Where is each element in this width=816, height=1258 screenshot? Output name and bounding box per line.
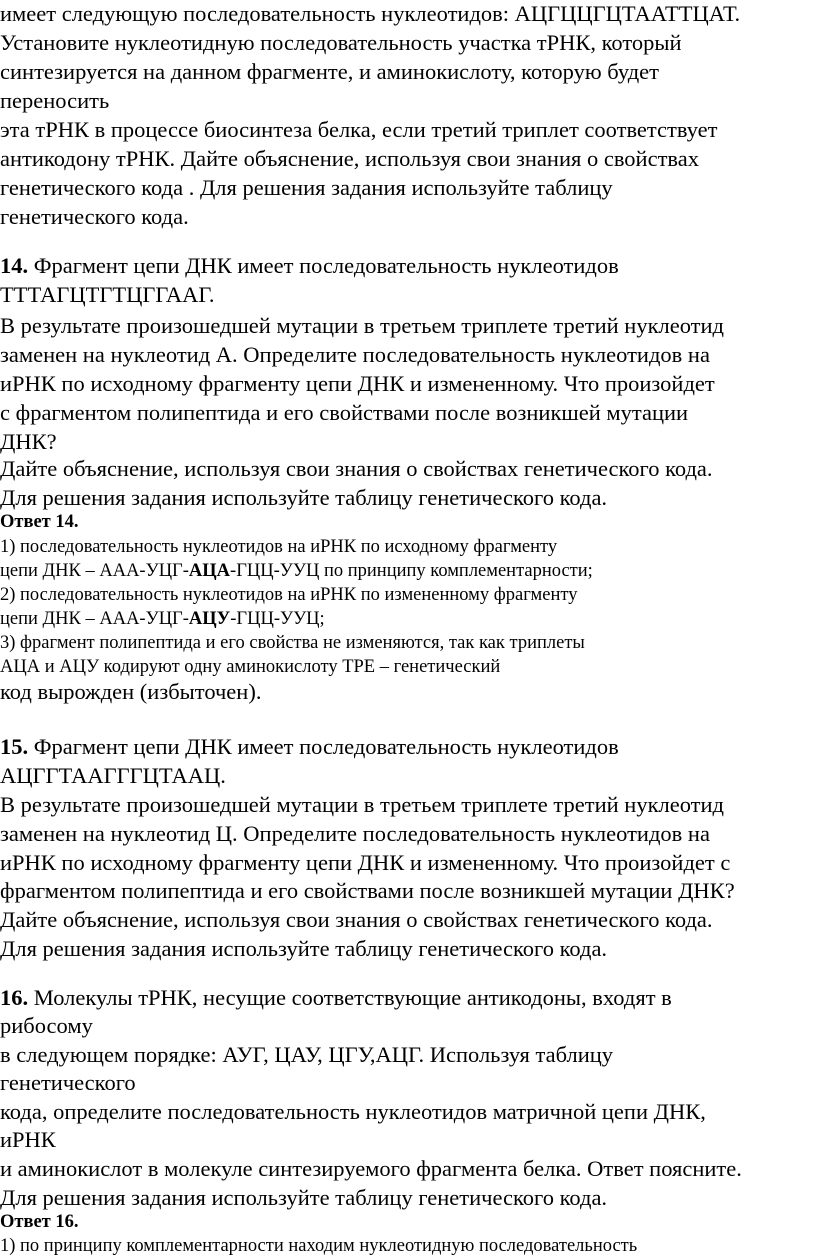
task-15-heading <box>0 733 619 761</box>
task-14-line: В результате произошедшей мутации в третьем триплете третий нуклеотид <box>0 313 724 338</box>
task-14-line: Для решения задания используйте таблицу генетического кода. <box>0 485 608 510</box>
intro-line: Установите нуклеотидную последовательность участка тРНК, который <box>0 30 682 55</box>
task-14-heading <box>0 252 619 280</box>
intro-line: переносить <box>0 88 110 113</box>
task-14-first-line: Фрагмент цепи ДНК имеет последовательность нуклеотидов <box>28 253 619 278</box>
answer-14-line: 3) фрагмент полипептида и его свойства не изменяются, так как триплеты <box>0 633 585 653</box>
intro-line: синтезируется на данном фрагменте, и аминокислоту, которую будет <box>0 59 659 84</box>
task-16-line: кода, определите последовательность нуклеотидов матричной цепи ДНК, <box>0 1099 706 1124</box>
answer-14-line: 2) последовательность нуклеотидов на иРНК по измененному фрагменту <box>0 585 578 605</box>
answer-14-text: цепи ДНК – ААА-УЦГ- <box>0 609 189 629</box>
task-16-line: Для решения задания используйте таблицу генетического кода. <box>0 1185 608 1210</box>
answer-14-text: цепи ДНК – ААА-УЦГ- <box>0 561 189 581</box>
answer-16-heading: Ответ 16. <box>0 1212 79 1232</box>
answer-14-text: -ГЦЦ-УУЦ; <box>230 609 325 629</box>
answer-14-heading: Ответ 14. <box>0 512 79 532</box>
task-14-line: ТТТАГЦТГТЦГГААГ. <box>0 282 215 307</box>
intro-line: эта тРНК в процессе биосинтеза белка, если третий триплет соответствует <box>0 117 718 142</box>
task-15-line: фрагментом полипептида и его свойствами после возникшей мутации ДНК? <box>0 878 735 903</box>
task-15-line: иРНК по исходному фрагменту цепи ДНК и измененному. Что произойдет с <box>0 850 731 875</box>
task-14-number: 14. <box>0 253 29 278</box>
task-14-line: Дайте объяснение, используя свои знания о свойствах генетического кода. <box>0 456 713 481</box>
task-16-line: генетического <box>0 1070 136 1095</box>
answer-14-line <box>0 607 325 631</box>
task-16-first-line: Молекулы тРНК, несущие соответствующие антикодоны, входят в <box>28 985 672 1010</box>
task-16-line: рибосому <box>0 1013 93 1038</box>
task-16-line: в следующем порядке: АУГ, ЦАУ, ЦГУ,АЦГ. Используя таблицу <box>0 1042 614 1067</box>
task-15-line: АЦГГТААГГГЦТААЦ. <box>0 763 226 788</box>
task-15-first-line: Фрагмент цепи ДНК имеет последовательность нуклеотидов <box>28 734 619 759</box>
task-15-number: 15. <box>0 734 29 759</box>
task-16-line: иРНК <box>0 1127 56 1152</box>
intro-line: генетического кода . Для решения задания используйте таблицу <box>0 175 613 200</box>
task-14-line: ДНК? <box>0 429 57 454</box>
task-16-heading <box>0 984 672 1012</box>
answer-14-line: код вырожден (избыточен). <box>0 679 262 704</box>
codon-highlight: АЦУ <box>188 609 231 629</box>
task-14-line: с фрагментом полипептида и его свойствами после возникшей мутации <box>0 400 689 425</box>
intro-line: антикодону тРНК. Дайте объяснение, используя свои знания о свойствах <box>0 146 699 171</box>
task-14-line: иРНК по исходному фрагменту цепи ДНК и измененному. Что произойдет <box>0 371 715 396</box>
task-15-line: В результате произошедшей мутации в третьем триплете третий нуклеотид <box>0 792 724 817</box>
answer-14-line: АЦА и АЦУ кодируют одну аминокислоту ТРЕ – генетический <box>0 657 501 677</box>
answer-14-line: 1) последовательность нуклеотидов на иРНК по исходному фрагменту <box>0 537 558 557</box>
answer-14-text: -ГЦЦ-УУЦ по принципу комплементарности; <box>230 561 593 581</box>
task-14-line: заменен на нуклеотид А. Определите последовательность нуклеотидов на <box>0 342 710 367</box>
codon-highlight: АЦА <box>188 561 231 581</box>
task-15-line: Для решения задания используйте таблицу генетического кода. <box>0 936 608 961</box>
intro-line: генетического кода. <box>0 204 189 229</box>
answer-14-line <box>0 559 593 583</box>
task-15-line: Дайте объяснение, используя свои знания о свойствах генетического кода. <box>0 907 713 932</box>
task-16-number: 16. <box>0 985 29 1010</box>
task-15-line: заменен на нуклеотид Ц. Определите последовательность нуклеотидов на <box>0 821 710 846</box>
intro-line: имеет следующую последовательность нуклеотидов: АЦГЦЦГЦТААТТЦАТ. <box>0 1 741 26</box>
answer-16-line: 1) по принципу комплементарности находим нуклеотидную последовательность <box>0 1236 638 1256</box>
task-16-line: и аминокислот в молекуле синтезируемого фрагмента белка. Ответ поясните. <box>0 1156 742 1181</box>
